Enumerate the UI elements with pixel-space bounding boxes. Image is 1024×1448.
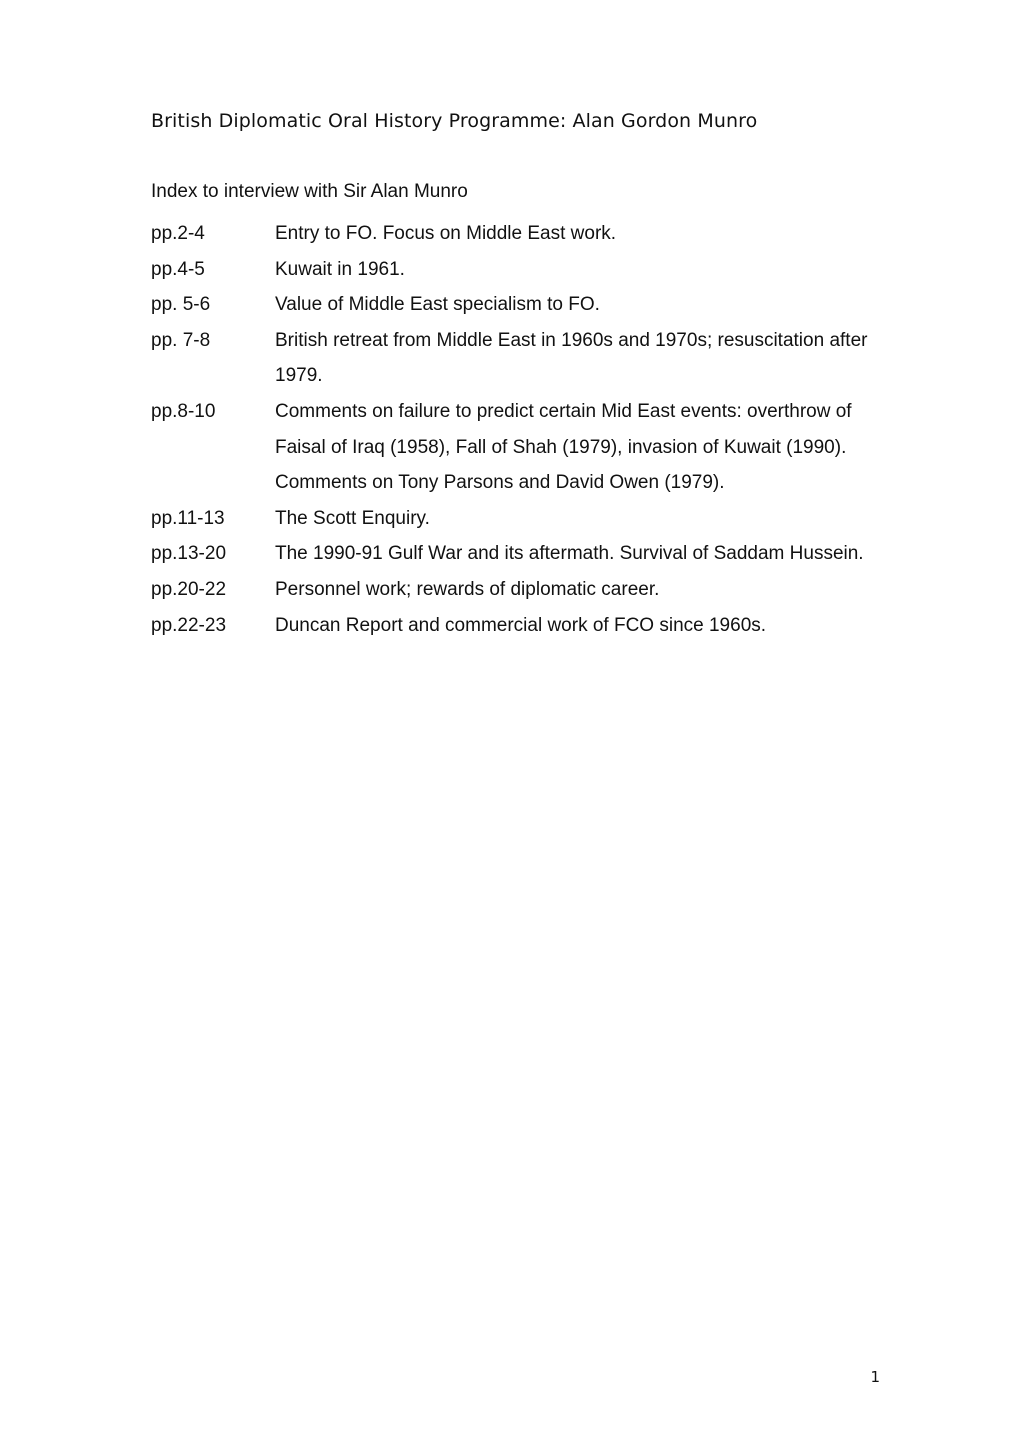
index-entry — [151, 323, 891, 394]
entry-page-range: pp.2-4 — [151, 223, 205, 244]
entry-description — [275, 252, 891, 288]
index-entry — [151, 608, 891, 644]
entry-description — [275, 536, 891, 572]
index-entry — [151, 394, 891, 501]
entry-page-range: pp.20-22 — [151, 578, 227, 600]
entry-page-range: pp.22-23 — [151, 614, 227, 636]
entry-description-line: Value of Middle East specialism to FO. — [275, 294, 600, 316]
entry-description-line: Comments on Tony Parsons and David Owen (1979). — [275, 472, 725, 494]
index-entry — [151, 216, 891, 252]
entry-description-line: The 1990-91 Gulf War and its aftermath. Survival of Saddam Hussein. — [275, 543, 864, 565]
entry-description-line: Entry to FO. Focus on Middle East work. — [275, 223, 617, 244]
entry-description — [275, 501, 891, 537]
index-list — [151, 216, 891, 643]
entry-description-line: Comments on failure to predict certain Mid East events: overthrow of — [275, 400, 852, 422]
document-title: British Diplomatic Oral History Programme: Alan Gordon Munro — [151, 110, 758, 132]
entry-page-range: pp. 7-8 — [151, 329, 211, 351]
entry-page-range: pp.4-5 — [151, 258, 205, 280]
index-entry — [151, 536, 891, 572]
entry-description — [275, 287, 891, 323]
entry-description-line: 1979. — [275, 365, 323, 387]
index-entry — [151, 287, 891, 323]
entry-description — [275, 608, 891, 644]
entry-page-range: pp.11-13 — [151, 507, 225, 529]
entry-description-line: Kuwait in 1961. — [275, 258, 405, 280]
entry-description-line: The Scott Enquiry. — [275, 507, 430, 529]
entry-description — [275, 323, 891, 394]
index-entry — [151, 252, 891, 288]
page-number: 1 — [870, 1368, 880, 1386]
entry-page-range: pp. 5-6 — [151, 294, 211, 316]
entry-description-line: Duncan Report and commercial work of FCO since 1960s. — [275, 614, 767, 636]
entry-page-range: pp.8-10 — [151, 400, 216, 422]
entry-description — [275, 572, 891, 608]
index-heading: Index to interview with Sir Alan Munro — [151, 181, 468, 202]
index-entry — [151, 501, 891, 537]
entry-description — [275, 394, 891, 501]
entry-description-line: Personnel work; rewards of diplomatic career. — [275, 578, 660, 600]
index-entry — [151, 572, 891, 608]
entry-page-range: pp.13-20 — [151, 543, 227, 565]
entry-description — [275, 216, 891, 252]
entry-description-line: British retreat from Middle East in 1960s and 1970s; resuscitation after — [275, 329, 868, 351]
entry-description-line: Faisal of Iraq (1958), Fall of Shah (1979), invasion of Kuwait (1990). — [275, 436, 847, 458]
